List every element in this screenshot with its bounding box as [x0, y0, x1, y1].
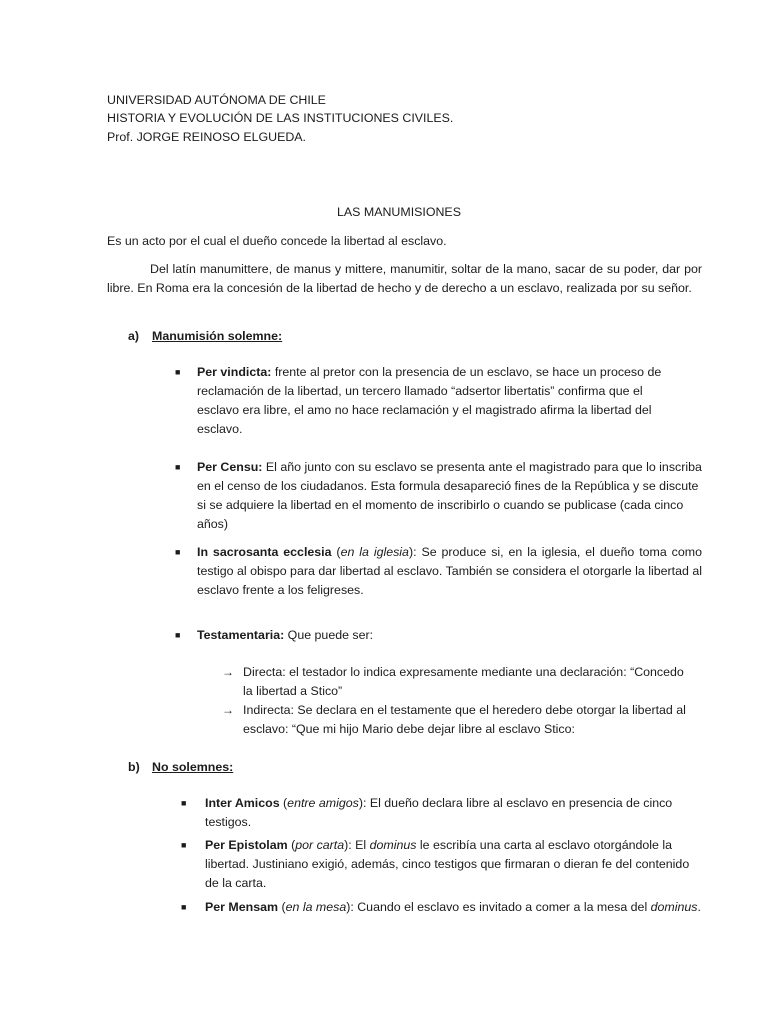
arrow-right-icon: → — [222, 665, 234, 679]
section-a-heading: Manumisión solemne: — [152, 329, 283, 343]
list-item-per-vindicta: Per vindicta: frente al pretor con la presencia de un esclavo, se hace un proceso de reclamación de la libertad, un tercero llamado “adsertor libertatis” confirma que el esclavo era libre, el amo no hace reclamación y el magistrado afirma la libertad del esclavo. — [197, 365, 662, 436]
university-name: UNIVERSIDAD AUTÓNOMA DE CHILE — [107, 93, 326, 107]
bullet-icon: ■ — [175, 462, 181, 472]
list-item-per-epistolam: Per Epistolam (por carta): El dominus le escribía una carta al esclavo otorgándole la libertad. Justiniano exigió, además, cinco testigos que firmaran o dieran fe del contenido de la carta. — [205, 838, 690, 890]
bullet-icon: ■ — [175, 630, 181, 640]
list-item-testamentaria: Testamentaria: Que puede ser: — [197, 628, 374, 642]
section-b-heading: No solemnes: — [152, 760, 234, 774]
list-item-in-sacrosanta-ecclesia: In sacrosanta ecclesia (en la iglesia): Se produce si, en la iglesia, el dueño toma como testigo al obispo para dar libertad al esclavo. También se considera el otorgarle la libertad al esclavo frente a los feligreses. — [197, 545, 702, 597]
section-b-marker: b) — [128, 760, 140, 774]
list-item-per-mensam: Per Mensam (en la mesa): Cuando el esclavo es invitado a comer a la mesa del dominus. — [205, 900, 701, 914]
etymology-paragraph: Del latín manumittere, de manus y mittere, manumitir, soltar de la mano, sacar de su poder, dar por libre. En Roma era la concesión de la libertad de hecho y de derecho a un esclavo, realizada por su señor. — [107, 262, 702, 295]
bullet-icon: ■ — [175, 367, 181, 377]
list-item-per-censu: Per Censu: El año junto con su esclavo se presenta ante el magistrado para que lo inscriba en el censo de los ciudadanos. Esta formula desapareció fines de la República y se discute si se adquiere la libertad en el momento de inscribirlo o cuando se publicase (cada cinco años) — [197, 460, 702, 531]
sub-item-directa: Directa: el testador lo indica expresamente mediante una declaración: “Concedo la libertad a Stico” — [243, 665, 684, 698]
document-title: LAS MANUMISIONES — [337, 205, 461, 219]
bullet-icon: ■ — [175, 547, 181, 557]
section-a-marker: a) — [128, 329, 140, 343]
intro-paragraph: Es un acto por el cual el dueño concede la libertad al esclavo. — [107, 234, 447, 248]
bullet-icon: ■ — [181, 902, 187, 912]
course-name: HISTORIA Y EVOLUCIÓN DE LAS INSTITUCIONES CIVILES. — [107, 111, 454, 125]
bullet-icon: ■ — [181, 840, 187, 850]
bullet-icon: ■ — [181, 798, 187, 808]
arrow-right-icon: → — [222, 703, 234, 717]
sub-item-indirecta: Indirecta: Se declara en el testamente que el heredero debe otorgar la libertad al esclavo: “Que mi hijo Mario debe dejar libre al esclavo Stico: — [243, 703, 686, 736]
list-item-inter-amicos: Inter Amicos (entre amigos): El dueño declara libre al esclavo en presencia de cinco testigos. — [205, 796, 673, 829]
professor-name: Prof. JORGE REINOSO ELGUEDA. — [107, 130, 306, 144]
